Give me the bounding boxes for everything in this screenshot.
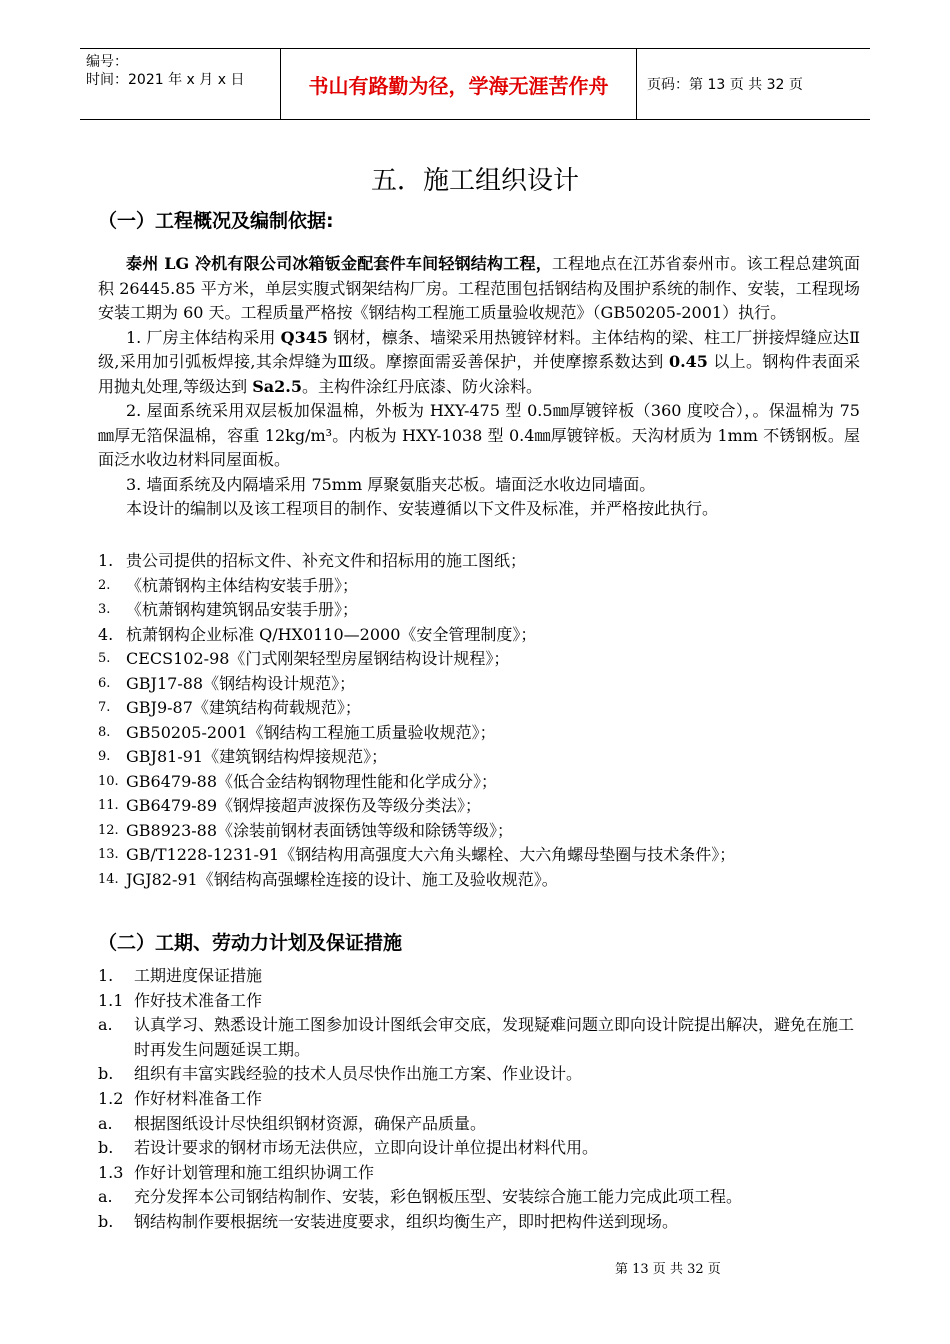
p1-q345: Q345 bbox=[280, 327, 328, 347]
list-item-number: 13. bbox=[98, 847, 119, 862]
list-item bbox=[98, 745, 868, 770]
p1-text-b: 钢材，檩条、墙梁采用热镀锌材料。主体结构的梁、柱工厂拼接焊缝应达Ⅱ级,采用加引弧板焊接,其余焊缝为Ⅲ级。摩擦面需妥善保护，并使摩擦系数达到 bbox=[98, 327, 860, 371]
p1-text-c: 以上。钢构件表面采用抛丸处理,等级达到 bbox=[98, 352, 860, 396]
list-item-text: GB8923-88《涂装前钢材表面锈蚀等级和除锈等级》； bbox=[126, 820, 514, 840]
header-motto: 书山有路勤为径，学海无涯苦作舟 bbox=[280, 49, 637, 119]
paragraph-2: 2. 屋面系统采用双层板加保温棉，外板为 HXY-475 型 0.5㎜厚镀锌板（360 度咬合），。保温棉为 75㎜厚无箔保温棉，容重 12kg/m³。内板为 HXY-1038 型 0.4㎜厚镀锌板。天沟材质为 1mm 不锈钢板。屋面泛水收边材料同屋面板。 bbox=[98, 401, 860, 469]
list-item-number: 3. bbox=[98, 602, 111, 617]
list-item bbox=[98, 770, 868, 795]
list-item-number: 12. bbox=[98, 822, 119, 838]
list-item-text: 作好材料准备工作 bbox=[134, 1088, 263, 1108]
list-item-number: a. bbox=[98, 1187, 113, 1207]
list-item-text: GBJ81-91《建筑钢结构焊接规范》； bbox=[126, 747, 388, 766]
page-title: 五．施工组织设计 bbox=[370, 166, 579, 196]
list-item bbox=[98, 819, 868, 844]
header-meta bbox=[80, 49, 280, 119]
list-item bbox=[98, 1013, 868, 1062]
list-item-text: 《杭萧钢构主体结构安装手册》； bbox=[126, 575, 359, 595]
standards-list bbox=[98, 549, 868, 892]
list-item-number: b. bbox=[98, 1211, 114, 1231]
project-name: 泰州 LG 冷机有限公司冰箱钣金配套件车间轻钢结构工程， bbox=[126, 254, 552, 273]
list-item-text: GBJ9-87《建筑结构荷载规范》； bbox=[126, 698, 361, 717]
list-item bbox=[98, 1210, 868, 1235]
list-item-text: 根据图纸设计尽快组织钢材资源，确保产品质量。 bbox=[134, 1113, 487, 1133]
section1-body bbox=[98, 252, 860, 522]
list-item bbox=[98, 1185, 868, 1210]
list-item bbox=[98, 647, 868, 672]
list-item-number: 8. bbox=[98, 724, 111, 740]
list-item-number: 14. bbox=[98, 871, 119, 887]
list-item-text: GB6479-88《低合金结构钢物理性能和化学成分》； bbox=[126, 771, 498, 791]
list-item bbox=[98, 598, 868, 623]
list-item-text: 作好计划管理和施工组织协调工作 bbox=[134, 1162, 375, 1182]
intro-paragraph bbox=[98, 252, 860, 326]
list-item-number: 1.2 bbox=[98, 1088, 124, 1108]
list-item-text: 杭萧钢构企业标准 Q/HX0110—2000《安全管理制度》； bbox=[126, 624, 537, 644]
list-item-text: 认真学习、熟悉设计施工图参加设计图纸会审交底，发现疑难问题立即向设计院提出解决，避免在施工时再发生问题延误工期。 bbox=[134, 1015, 855, 1059]
list-item-number: 5. bbox=[98, 651, 111, 666]
paragraph-4: 本设计的编制以及该工程项目的制作、安装遵循以下文件及标准，并严格按此执行。 bbox=[126, 499, 719, 518]
list-item-text: 钢结构制作要根据统一安装进度要求，组织均衡生产，即时把构件送到现场。 bbox=[134, 1211, 679, 1231]
list-item bbox=[98, 868, 868, 893]
list-item-number: b. bbox=[98, 1064, 114, 1084]
list-item bbox=[98, 696, 868, 721]
list-item-number: b. bbox=[98, 1138, 114, 1158]
list-item-text: CECS102-98《门式刚架轻型房屋钢结构设计规程》； bbox=[126, 649, 510, 668]
p1-sa-grade: Sa2.5 bbox=[252, 376, 302, 396]
list-item bbox=[98, 1087, 868, 1112]
list-item-text: GB50205-2001《钢结构工程施工质量验收规范》； bbox=[126, 722, 496, 742]
list-item bbox=[98, 574, 868, 599]
list-item-number: 11. bbox=[98, 798, 119, 813]
list-item bbox=[98, 964, 868, 989]
section1-heading: （一）工程概况及编制依据: bbox=[98, 210, 334, 232]
list-item-number: a. bbox=[98, 1113, 113, 1133]
list-item bbox=[98, 549, 868, 574]
list-item-number: 1. bbox=[98, 551, 114, 570]
list-item-text: GB6479-89《钢焊接超声波探伤及等级分类法》； bbox=[126, 796, 482, 815]
list-item bbox=[98, 989, 868, 1014]
list-item-number: 1.1 bbox=[98, 990, 124, 1010]
list-item bbox=[98, 794, 868, 819]
list-item-text: 充分发挥本公司钢结构制作、安装，彩色钢板压型、安装综合施工能力完成此项工程。 bbox=[134, 1187, 743, 1207]
list-item-text: 作好技术准备工作 bbox=[134, 990, 263, 1010]
list-item-number: a. bbox=[98, 1015, 113, 1035]
list-item-number: 4. bbox=[98, 624, 114, 644]
list-item-text: 贵公司提供的招标文件、补充文件和招标用的施工图纸； bbox=[126, 551, 527, 570]
intro-text: 工程地点在江苏省泰州市。该工程总建筑面积 26445.85 平方米，单层实腹式钢架结构厂房。工程范围包括钢结构及围护系统的制作、安装，工程现场安装工期为 60 天。工程质量严格按《钢结构工程施工质量验收规范》（GB50205-2001）执行。 bbox=[98, 254, 860, 322]
list-item-text: 若设计要求的钢材市场无法供应，立即向设计单位提出材料代用。 bbox=[134, 1138, 599, 1158]
page-footer: 第 13 页 共 32 页 bbox=[615, 1262, 721, 1277]
p1-friction: 0.45 bbox=[668, 352, 708, 371]
number-label: 编号： bbox=[86, 54, 128, 70]
list-item bbox=[98, 1112, 868, 1137]
list-item-number: 1. bbox=[98, 966, 114, 985]
p1-text-a: 1. 厂房主体结构采用 bbox=[126, 327, 281, 347]
section2-heading: （二）工期、劳动力计划及保证措施 bbox=[98, 932, 403, 954]
header-page-label: 页码：第 13 页 共 32 页 bbox=[647, 77, 803, 93]
list-item-number: 2. bbox=[98, 577, 111, 593]
list-item-text: GBJ17-88《钢结构设计规范》； bbox=[126, 673, 356, 693]
list-item-text: JGJ82-91《钢结构高强螺栓连接的设计、施工及验收规范》。 bbox=[126, 869, 558, 889]
list-item bbox=[98, 1161, 868, 1186]
list-item-number: 7. bbox=[98, 700, 111, 715]
list-item bbox=[98, 1136, 868, 1161]
paragraph-3: 3. 墙面系统及内隔墙采用 75mm 厚聚氨脂夹芯板。墙面泛水收边同墙面。 bbox=[126, 474, 656, 494]
list-item-number: 1.3 bbox=[98, 1162, 124, 1182]
list-item bbox=[98, 843, 868, 868]
page-header bbox=[80, 48, 870, 120]
list-item-text: 《杭萧钢构建筑钢品安装手册》； bbox=[126, 600, 359, 619]
list-item bbox=[98, 721, 868, 746]
list-item-number: 9. bbox=[98, 749, 111, 764]
list-item-number: 10. bbox=[98, 773, 119, 789]
list-item-number: 6. bbox=[98, 675, 111, 691]
list-item-text: GB/T1228-1231-91《钢结构用高强度大六角头螺栓、大六角螺母垫圈与技术条件》； bbox=[126, 845, 736, 864]
list-item-text: 组织有丰富实践经验的技术人员尽快作出施工方案、作业设计。 bbox=[134, 1064, 583, 1084]
p1-text-d: 。主构件涂红丹底漆、防火涂料。 bbox=[301, 376, 542, 396]
schedule-measures-list bbox=[98, 964, 868, 1235]
list-item bbox=[98, 672, 868, 697]
list-item bbox=[98, 623, 868, 648]
list-item-text: 工期进度保证措施 bbox=[134, 966, 263, 985]
list-item bbox=[98, 1062, 868, 1087]
paragraph-1 bbox=[98, 326, 860, 400]
time-label: 时间：2021 年 x 月 x 日 bbox=[86, 72, 245, 88]
